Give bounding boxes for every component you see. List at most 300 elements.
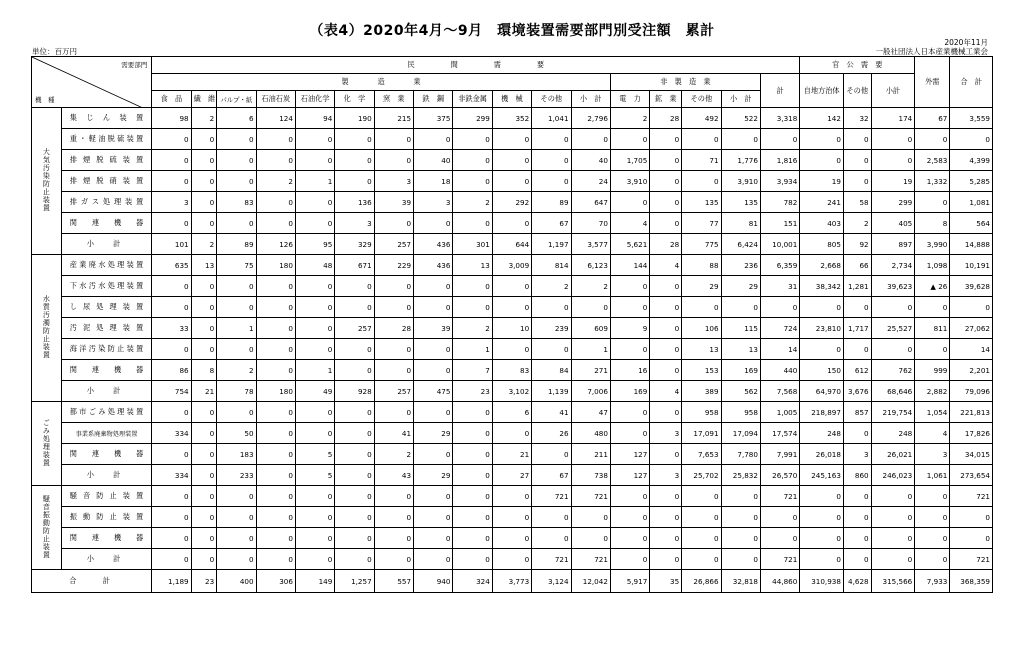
value-cell: 0 (453, 402, 492, 423)
value-cell: 0 (760, 528, 799, 549)
value-cell: 644 (492, 234, 531, 255)
value-cell: 233 (217, 465, 256, 486)
value-cell: 814 (532, 255, 571, 276)
value-cell: 721 (532, 549, 571, 570)
table-row (32, 381, 993, 402)
value-cell: 7,653 (682, 444, 721, 465)
value-cell: 0 (760, 507, 799, 528)
value-cell: 0 (800, 486, 844, 507)
value-cell: 43 (374, 465, 413, 486)
value-cell: 219,754 (871, 402, 915, 423)
value-cell: 0 (871, 549, 915, 570)
value-cell: 218,897 (800, 402, 844, 423)
value-cell: 3 (650, 465, 682, 486)
value-cell: 19 (871, 171, 915, 192)
value-cell: 39 (374, 192, 413, 213)
value-cell: 23 (453, 381, 492, 402)
value-cell: 95 (295, 234, 334, 255)
value-cell: 8 (915, 213, 950, 234)
value-cell: 31 (760, 276, 799, 297)
value-cell: 1,281 (843, 276, 871, 297)
header-kanko-subtotal: 小計 (871, 74, 915, 108)
header-col: 化 学 (335, 91, 374, 108)
value-cell: 2,796 (571, 108, 610, 129)
group-label: ごみ処理装置 (42, 418, 51, 467)
value-cell: 0 (217, 549, 256, 570)
value-cell: 0 (335, 528, 374, 549)
value-cell: 151 (760, 213, 799, 234)
value-cell: 7,006 (571, 381, 610, 402)
value-cell: 246,023 (871, 465, 915, 486)
value-cell: 1 (571, 339, 610, 360)
header-col: 非鉄金属 (453, 91, 492, 108)
value-cell: 38,342 (800, 276, 844, 297)
value-cell: 299 (453, 108, 492, 129)
value-cell: 754 (152, 381, 191, 402)
value-cell: 0 (335, 486, 374, 507)
value-cell: 3 (843, 444, 871, 465)
value-cell: 0 (843, 150, 871, 171)
value-cell: 0 (571, 297, 610, 318)
value-cell: 1,776 (721, 150, 760, 171)
value-cell: 897 (871, 234, 915, 255)
row-label: 下水汚水処理装置 (61, 276, 151, 297)
value-cell: 136 (335, 192, 374, 213)
value-cell: 0 (610, 507, 649, 528)
value-cell: 0 (571, 528, 610, 549)
value-cell: 0 (650, 486, 682, 507)
value-cell: 436 (414, 255, 453, 276)
value-cell: 0 (650, 150, 682, 171)
value-cell: 7,780 (721, 444, 760, 465)
header-col: その他 (532, 91, 571, 108)
value-cell: 0 (682, 171, 721, 192)
value-cell: 811 (915, 318, 950, 339)
value-cell: 0 (295, 276, 334, 297)
value-cell: 1,705 (610, 150, 649, 171)
value-cell: 0 (571, 507, 610, 528)
row-label: 関連機器 (61, 360, 151, 381)
value-cell: 775 (682, 234, 721, 255)
value-cell: 83 (492, 360, 531, 381)
value-cell: 0 (256, 465, 295, 486)
value-cell: 492 (682, 108, 721, 129)
value-cell: 0 (650, 297, 682, 318)
value-cell: 0 (650, 402, 682, 423)
value-cell: 10 (492, 318, 531, 339)
value-cell: 0 (950, 129, 993, 150)
total-value-cell: 44,860 (760, 570, 799, 593)
header-col: その他 (682, 91, 721, 108)
value-cell: 17,094 (721, 423, 760, 444)
value-cell: 0 (335, 465, 374, 486)
value-cell: 21 (492, 444, 531, 465)
value-cell: 126 (256, 234, 295, 255)
total-label: 合 計 (32, 570, 152, 593)
total-value-cell: 1,257 (335, 570, 374, 593)
value-cell: 67 (532, 213, 571, 234)
total-value-cell: 149 (295, 570, 334, 593)
value-cell: 0 (335, 423, 374, 444)
value-cell: 928 (335, 381, 374, 402)
table-row (32, 444, 993, 465)
value-cell: 84 (532, 360, 571, 381)
value-cell: 1,054 (915, 402, 950, 423)
row-label: 集じん装置 (61, 108, 151, 129)
value-cell: 0 (374, 549, 413, 570)
value-cell: 68,646 (871, 381, 915, 402)
value-cell: 2 (217, 360, 256, 381)
value-cell: 0 (152, 297, 191, 318)
value-cell: 4 (610, 213, 649, 234)
value-cell: 0 (152, 549, 191, 570)
value-cell: 1,197 (532, 234, 571, 255)
value-cell: 39,628 (950, 276, 993, 297)
value-cell: 762 (871, 360, 915, 381)
value-cell: 0 (152, 276, 191, 297)
value-cell: 0 (374, 360, 413, 381)
value-cell: 0 (453, 213, 492, 234)
value-cell: 0 (217, 402, 256, 423)
value-cell: 0 (256, 528, 295, 549)
value-cell: 1 (295, 360, 334, 381)
value-cell: 0 (335, 171, 374, 192)
value-cell: 26,018 (800, 444, 844, 465)
value-cell: 4 (650, 255, 682, 276)
total-value-cell: 324 (453, 570, 492, 593)
value-cell: 3,102 (492, 381, 531, 402)
header-minkan: 民 間 需 要 (152, 57, 800, 74)
value-cell: 0 (453, 444, 492, 465)
value-cell: 0 (571, 129, 610, 150)
value-cell: 0 (217, 339, 256, 360)
value-cell: 0 (492, 423, 531, 444)
value-cell: 0 (843, 486, 871, 507)
value-cell: 3 (335, 213, 374, 234)
value-cell: 3,559 (950, 108, 993, 129)
value-cell: ▲ 26 (915, 276, 950, 297)
header-col: 石油石炭 (256, 91, 295, 108)
value-cell: 3,910 (610, 171, 649, 192)
value-cell: 248 (800, 423, 844, 444)
value-cell: 0 (295, 297, 334, 318)
value-cell: 647 (571, 192, 610, 213)
value-cell: 257 (374, 234, 413, 255)
value-cell: 0 (295, 549, 334, 570)
value-cell: 0 (800, 528, 844, 549)
value-cell: 805 (800, 234, 844, 255)
page-title: （表4）2020年4月～9月 環境装置需要部門別受注額 累計 (309, 23, 715, 39)
value-cell: 0 (682, 549, 721, 570)
table-row (32, 276, 993, 297)
value-cell: 28 (374, 318, 413, 339)
group-label: 大気汚染防止装置 (42, 148, 51, 212)
value-cell: 0 (610, 423, 649, 444)
value-cell: 3,934 (760, 171, 799, 192)
value-cell: 88 (682, 255, 721, 276)
value-cell: 41 (532, 402, 571, 423)
header-gokei: 合 計 (950, 57, 993, 108)
header-col: 食 品 (152, 91, 191, 108)
value-cell: 3,318 (760, 108, 799, 129)
value-cell: 0 (217, 213, 256, 234)
value-cell: 0 (191, 213, 217, 234)
table-row (32, 150, 993, 171)
value-cell: 0 (295, 528, 334, 549)
value-cell: 0 (610, 549, 649, 570)
value-cell: 0 (453, 486, 492, 507)
value-cell: 18 (414, 171, 453, 192)
value-cell: 0 (374, 528, 413, 549)
total-value-cell: 3,124 (532, 570, 571, 593)
value-cell: 0 (152, 486, 191, 507)
value-cell: 0 (374, 486, 413, 507)
value-cell: 124 (256, 108, 295, 129)
value-cell: 17,574 (760, 423, 799, 444)
value-cell: 1,061 (915, 465, 950, 486)
value-cell: 0 (532, 339, 571, 360)
table-row (32, 423, 993, 444)
value-cell: 50 (217, 423, 256, 444)
value-cell: 860 (843, 465, 871, 486)
value-cell: 28 (650, 108, 682, 129)
table-row (32, 339, 993, 360)
value-cell: 0 (152, 507, 191, 528)
value-cell: 0 (800, 507, 844, 528)
value-cell: 271 (571, 360, 610, 381)
value-cell: 0 (871, 339, 915, 360)
total-value-cell: 3,773 (492, 570, 531, 593)
value-cell: 144 (610, 255, 649, 276)
value-cell: 180 (256, 381, 295, 402)
value-cell: 0 (682, 486, 721, 507)
value-cell: 0 (800, 549, 844, 570)
table-row (32, 486, 993, 507)
table-row (32, 360, 993, 381)
table-row (32, 507, 993, 528)
value-cell: 0 (295, 318, 334, 339)
value-cell: 0 (191, 297, 217, 318)
table-body (32, 108, 993, 593)
value-cell: 21 (191, 381, 217, 402)
value-cell: 2,583 (915, 150, 950, 171)
value-cell: 239 (532, 318, 571, 339)
value-cell: 0 (915, 507, 950, 528)
value-cell: 0 (191, 549, 217, 570)
value-cell: 334 (152, 423, 191, 444)
value-cell: 0 (915, 528, 950, 549)
value-cell: 48 (295, 255, 334, 276)
value-cell: 0 (682, 507, 721, 528)
value-cell: 2,882 (915, 381, 950, 402)
value-cell: 7,991 (760, 444, 799, 465)
value-cell: 0 (295, 213, 334, 234)
value-cell: 24 (571, 171, 610, 192)
value-cell: 0 (682, 297, 721, 318)
value-cell: 0 (256, 318, 295, 339)
value-cell: 0 (532, 129, 571, 150)
row-label: し尿処理装置 (61, 297, 151, 318)
value-cell: 0 (295, 192, 334, 213)
value-cell: 0 (650, 276, 682, 297)
value-cell: 0 (414, 486, 453, 507)
value-cell: 721 (950, 486, 993, 507)
value-cell: 28 (650, 234, 682, 255)
group-label-cell (32, 108, 62, 255)
value-cell: 229 (374, 255, 413, 276)
value-cell: 0 (532, 507, 571, 528)
value-cell: 16 (610, 360, 649, 381)
value-cell: 0 (374, 150, 413, 171)
value-cell: 0 (256, 129, 295, 150)
value-cell: 721 (532, 486, 571, 507)
group-label-cell (32, 486, 62, 570)
value-cell: 0 (335, 402, 374, 423)
value-cell: 0 (335, 150, 374, 171)
value-cell: 14 (950, 339, 993, 360)
value-cell: 98 (152, 108, 191, 129)
value-cell: 0 (610, 402, 649, 423)
value-cell: 1,098 (915, 255, 950, 276)
value-cell: 0 (915, 192, 950, 213)
value-cell: 211 (571, 444, 610, 465)
value-cell: 0 (650, 192, 682, 213)
value-cell: 0 (335, 549, 374, 570)
value-cell: 81 (721, 213, 760, 234)
value-cell: 6,359 (760, 255, 799, 276)
value-cell: 236 (721, 255, 760, 276)
value-cell: 564 (950, 213, 993, 234)
value-cell: 0 (453, 528, 492, 549)
value-cell: 0 (532, 171, 571, 192)
value-cell: 0 (843, 129, 871, 150)
value-cell: 0 (492, 150, 531, 171)
value-cell: 4,399 (950, 150, 993, 171)
value-cell: 0 (256, 192, 295, 213)
table-row (32, 171, 993, 192)
value-cell: 0 (191, 192, 217, 213)
value-cell: 0 (610, 192, 649, 213)
value-cell: 612 (843, 360, 871, 381)
header-col: 小 計 (571, 91, 610, 108)
value-cell: 0 (256, 444, 295, 465)
value-cell: 0 (256, 402, 295, 423)
row-label: 振動防止装置 (61, 507, 151, 528)
value-cell: 221,813 (950, 402, 993, 423)
value-cell: 0 (650, 129, 682, 150)
value-cell: 2 (453, 318, 492, 339)
table-row (32, 465, 993, 486)
row-label: 関連機器 (61, 528, 151, 549)
value-cell: 0 (191, 339, 217, 360)
value-cell: 0 (492, 129, 531, 150)
value-cell: 92 (843, 234, 871, 255)
value-cell: 39 (414, 318, 453, 339)
total-value-cell: 23 (191, 570, 217, 593)
value-cell: 26 (532, 423, 571, 444)
value-cell: 67 (915, 108, 950, 129)
value-cell: 13 (453, 255, 492, 276)
value-cell: 2 (191, 108, 217, 129)
value-cell: 782 (760, 192, 799, 213)
value-cell: 0 (800, 150, 844, 171)
value-cell: 738 (571, 465, 610, 486)
table-header (32, 57, 993, 108)
value-cell: 77 (682, 213, 721, 234)
value-cell: 14,888 (950, 234, 993, 255)
value-cell: 0 (492, 486, 531, 507)
value-cell: 292 (492, 192, 531, 213)
value-cell: 0 (152, 213, 191, 234)
value-cell: 0 (453, 276, 492, 297)
value-cell: 0 (453, 171, 492, 192)
value-cell: 0 (453, 465, 492, 486)
value-cell: 0 (374, 213, 413, 234)
value-cell: 0 (217, 150, 256, 171)
header-col: 電 力 (610, 91, 649, 108)
value-cell: 27 (492, 465, 531, 486)
value-cell: 0 (721, 297, 760, 318)
value-cell: 0 (256, 213, 295, 234)
value-cell: 0 (256, 276, 295, 297)
value-cell: 562 (721, 381, 760, 402)
value-cell: 0 (256, 360, 295, 381)
value-cell: 67 (532, 465, 571, 486)
row-label: 騒音防止装置 (61, 486, 151, 507)
value-cell: 0 (335, 129, 374, 150)
value-cell: 0 (256, 423, 295, 444)
value-cell: 0 (256, 549, 295, 570)
value-cell: 64,970 (800, 381, 844, 402)
value-cell: 0 (915, 486, 950, 507)
report-meta (876, 38, 989, 56)
value-cell: 8 (191, 360, 217, 381)
value-cell: 5 (295, 444, 334, 465)
value-cell: 0 (453, 549, 492, 570)
row-label: 関連機器 (61, 444, 151, 465)
value-cell: 1,332 (915, 171, 950, 192)
orders-table (31, 56, 993, 593)
value-cell: 142 (800, 108, 844, 129)
total-value-cell: 26,866 (682, 570, 721, 593)
value-cell: 0 (453, 150, 492, 171)
value-cell: 13 (682, 339, 721, 360)
value-cell: 1,816 (760, 150, 799, 171)
value-cell: 0 (650, 549, 682, 570)
value-cell: 0 (492, 528, 531, 549)
value-cell: 436 (414, 234, 453, 255)
value-cell: 25,702 (682, 465, 721, 486)
value-cell: 0 (191, 171, 217, 192)
value-cell: 480 (571, 423, 610, 444)
value-cell: 153 (682, 360, 721, 381)
value-cell: 0 (414, 444, 453, 465)
value-cell: 0 (152, 402, 191, 423)
value-cell: 41 (374, 423, 413, 444)
value-cell: 101 (152, 234, 191, 255)
row-label: 汚泥処理装置 (61, 318, 151, 339)
value-cell: 0 (800, 339, 844, 360)
value-cell: 0 (492, 549, 531, 570)
header-col: 石油化学 (295, 91, 334, 108)
value-cell: 0 (295, 423, 334, 444)
unit-label: 単位：百万円 (32, 47, 77, 56)
value-cell: 3 (152, 192, 191, 213)
header-seizo: 製 造 業 (152, 74, 611, 91)
value-cell: 0 (492, 276, 531, 297)
row-label: 小 計 (61, 465, 151, 486)
value-cell: 0 (256, 297, 295, 318)
